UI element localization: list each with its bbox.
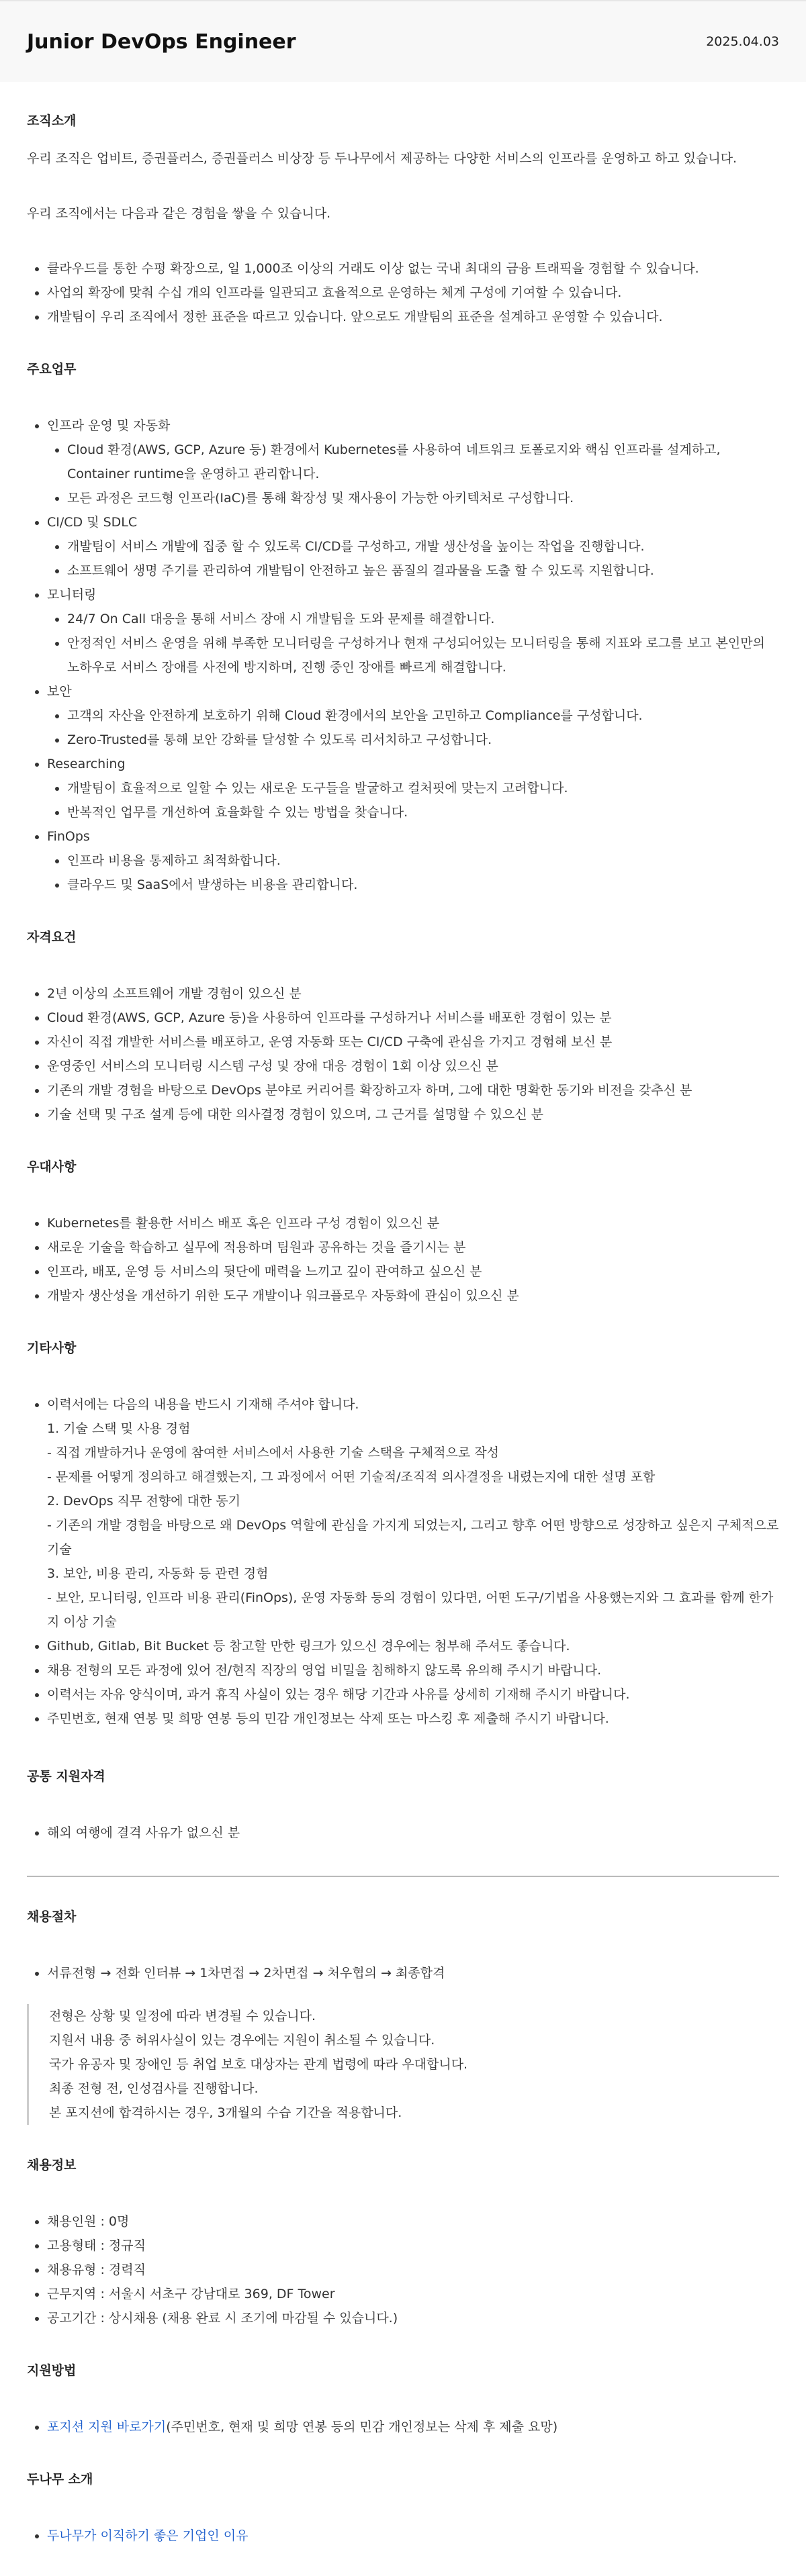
section-title-duties: 주요업무: [27, 362, 77, 377]
section-title-qualifications: 자격요건: [27, 930, 77, 945]
section-title-info: 채용정보: [27, 2158, 77, 2173]
list-item: [47, 1392, 779, 1634]
duty-group-label: 모니터링: [47, 587, 97, 602]
note-line: 지원서 내용 중 허위사실이 있는 경우에는 지원이 취소될 수 있습니다.: [49, 2033, 435, 2048]
list-item: • Cloud 환경(AWS, GCP, Azure 등)을 사용하여 인프라를 구성하거나 서비스를 배포한 경험이 있는 분: [47, 1006, 779, 1030]
preferred-list: [27, 1211, 779, 1308]
list-item: • Zero-Trusted를 통해 보안 강화를 달성할 수 있도록 리서치하고 구성합니다.: [67, 728, 779, 752]
resume-line: - 기존의 개발 경험을 바탕으로 왜 DevOps 역할에 관심을 가지게 되었는지, 그리고 향후 어떤 방향으로 성장하고 싶은지 구체적으로 기술: [47, 1518, 779, 1557]
list-item: [47, 2415, 779, 2439]
about-link[interactable]: 두나무가 이직하기 좋은 기업인 이유: [47, 2528, 249, 2543]
list-item: • 개발자 생산성을 개선하기 위한 도구 개발이나 워크플로우 자동화에 관심이 있으신 분: [47, 1284, 779, 1308]
list-item: [47, 2524, 779, 2548]
list-item: • 반복적인 업무를 개선하여 효율화할 수 있는 방법을 찾습니다.: [67, 800, 779, 824]
org-list: [27, 256, 779, 329]
page-title: Junior DevOps Engineer: [27, 30, 296, 54]
resume-line: 2. DevOps 직무 전향에 대한 동기: [47, 1494, 240, 1509]
list-item: • 기존의 개발 경험을 바탕으로 DevOps 분야로 커리어를 확장하고자 하며, 그에 대한 명확한 동기와 비전을 갖추신 분: [47, 1078, 779, 1102]
duty-group-label: FinOps: [47, 829, 90, 844]
list-item: • 새로운 기술을 학습하고 실무에 적용하며 팀원과 공유하는 것을 즐기시는 분: [47, 1235, 779, 1259]
duty-group: [47, 824, 779, 897]
etc-list: [27, 1392, 779, 1731]
duty-group-label: CI/CD 및 SDLC: [47, 515, 138, 530]
note-line: 전형은 상황 및 일정에 따라 변경될 수 있습니다.: [49, 2009, 316, 2023]
resume-line: 3. 보안, 비용 관리, 자동화 등 관련 경험: [47, 1566, 269, 1581]
section-title-org: 조직소개: [27, 113, 77, 128]
section-title-etc: 기타사항: [27, 1341, 77, 1355]
list-item: • 인프라, 배포, 운영 등 서비스의 뒷단에 매력을 느끼고 깊이 관여하고 싶으신 분: [47, 1259, 779, 1284]
list-item: • 고객의 자산을 안전하게 보호하기 위해 Cloud 환경에서의 보안을 고민하고 Compliance를 구성합니다.: [67, 704, 779, 728]
note-line: 본 포지션에 합격하시는 경우, 3개월의 수습 기간을 적용합니다.: [49, 2105, 402, 2120]
section-title-apply: 지원방법: [27, 2363, 77, 2378]
info-list: [27, 2209, 779, 2330]
qualifications-list: [27, 982, 779, 1127]
note-line: 최종 전형 전, 인성검사를 진행합니다.: [49, 2081, 259, 2096]
apply-note: (주민번호, 현재 및 희망 연봉 등의 민감 개인정보는 삭제 후 제출 요망): [166, 2420, 558, 2434]
resume-line: - 보안, 모니터링, 인프라 비용 관리(FinOps), 운영 자동화 등의 경험이 있다면, 어떤 도구/기법을 사용했는지와 그 효과를 함께 한가지 이상 기술: [47, 1590, 774, 1629]
post-date: 2025.04.03: [706, 34, 779, 49]
list-item: • 고용형태 : 정규직: [47, 2234, 779, 2258]
section-title-process: 채용절차: [27, 1909, 77, 1924]
job-content: [0, 109, 806, 2548]
list-item: • 이력서는 자유 양식이며, 과거 휴직 사실이 있는 경우 해당 기간과 사유를 상세히 기재해 주시기 바랍니다.: [47, 1682, 779, 1707]
list-item: • 사업의 확장에 맞춰 수십 개의 인프라를 일관되고 효율적으로 운영하는 체계 구성에 기여할 수 있습니다.: [47, 281, 779, 305]
list-item: • 채용유형 : 경력직: [47, 2258, 779, 2282]
duty-group-label: 보안: [47, 684, 72, 699]
resume-line: 1. 기술 스택 및 사용 경험: [47, 1421, 191, 1436]
org-intro: 우리 조직은 업비트, 증권플러스, 증권플러스 비상장 등 두나무에서 제공하는 다양한 서비스의 인프라를 운영하고 하고 있습니다.: [27, 151, 737, 166]
list-item: • 클라우드를 통한 수평 확장으로, 일 1,000조 이상의 거래도 이상 없는 국내 최대의 금융 트래픽을 경험할 수 있습니다.: [47, 256, 779, 281]
duty-group-label: Researching: [47, 757, 126, 771]
list-item: • 소프트웨어 생명 주기를 관리하여 개발팀이 안전하고 높은 품질의 결과물을 도출 할 수 있도록 지원합니다.: [67, 559, 779, 583]
list-item: • 개발팀이 우리 조직에서 정한 표준을 따르고 있습니다. 앞으로도 개발팀의 표준을 설계하고 운영할 수 있습니다.: [47, 305, 779, 329]
list-item: • 클라우드 및 SaaS에서 발생하는 비용을 관리합니다.: [67, 873, 779, 897]
list-item: • 운영중인 서비스의 모니터링 시스템 구성 및 장애 대응 경험이 1회 이상 있으신 분: [47, 1054, 779, 1078]
resume-line: - 문제를 어떻게 정의하고 해결했는지, 그 과정에서 어떤 기술적/조직적 의사결정을 내렸는지에 대한 설명 포함: [47, 1470, 656, 1484]
common-list: [27, 1821, 779, 1845]
apply-link[interactable]: 포지션 지원 바로가기: [47, 2420, 167, 2434]
duty-group: [47, 583, 779, 679]
process-steps: • 서류전형 → 전화 인터뷰 → 1차면접 → 2차면접 → 처우협의 → 최종합격: [47, 1961, 779, 1985]
about-list: [27, 2524, 779, 2548]
list-item: • 개발팀이 효율적으로 일할 수 있는 새로운 도구들을 발굴하고 컬처핏에 맞는지 고려합니다.: [67, 776, 779, 800]
resume-head: • 이력서에는 다음의 내용을 반드시 기재해 주셔야 합니다.: [47, 1397, 359, 1412]
list-item: • 공고기간 : 상시채용 (채용 완료 시 조기에 마감될 수 있습니다.): [47, 2306, 779, 2330]
duty-group: [47, 679, 779, 752]
list-item: • Github, Gitlab, Bit Bucket 등 참고할 만한 링크가 있으신 경우에는 첨부해 주셔도 좋습니다.: [47, 1634, 779, 1658]
list-item: • 개발팀이 서비스 개발에 집중 할 수 있도록 CI/CD를 구성하고, 개발 생산성을 높이는 작업을 진행합니다.: [67, 534, 779, 559]
duty-group: [47, 414, 779, 510]
resume-line: - 직접 개발하거나 운영에 참여한 서비스에서 사용한 기술 스택을 구체적으로 작성: [47, 1445, 499, 1460]
list-item: • 기술 선택 및 구조 설계 등에 대한 의사결정 경험이 있으며, 그 근거를 설명할 수 있으신 분: [47, 1102, 779, 1127]
list-item: • 근무지역 : 서울시 서초구 강남대로 369, DF Tower: [47, 2282, 779, 2306]
list-item: • 자신이 직접 개발한 서비스를 배포하고, 운영 자동화 또는 CI/CD 구축에 관심을 가지고 경험해 보신 분: [47, 1030, 779, 1054]
duty-group: [47, 510, 779, 583]
note-line: 국가 유공자 및 장애인 등 취업 보호 대상자는 관계 법령에 따라 우대합니다.: [49, 2057, 468, 2072]
list-item: • 모든 과정은 코드형 인프라(IaC)를 통해 확장성 및 재사용이 가능한 아키텍처로 구성합니다.: [67, 486, 779, 510]
list-item: • 채용인원 : 0명: [47, 2209, 779, 2234]
duties-list: [27, 414, 779, 897]
duty-group-label: 인프라 운영 및 자동화: [47, 418, 171, 433]
list-item: • 주민번호, 현재 연봉 및 희망 연봉 등의 민감 개인정보는 삭제 또는 마스킹 후 제출해 주시기 바랍니다.: [47, 1707, 779, 1731]
list-item: • Kubernetes를 활용한 서비스 배포 혹은 인프라 구성 경험이 있으신 분: [47, 1211, 779, 1235]
apply-list: [27, 2415, 779, 2439]
section-title-about: 두나무 소개: [27, 2472, 93, 2487]
process-notes: [27, 2004, 779, 2125]
list-item: • 인프라 비용을 통제하고 최적화합니다.: [67, 849, 779, 873]
page-header: [0, 0, 806, 82]
list-item: • 24/7 On Call 대응을 통해 서비스 장애 시 개발팀을 도와 문제를 해결합니다.: [67, 607, 779, 631]
list-item: • Cloud 환경(AWS, GCP, Azure 등) 환경에서 Kubernetes를 사용하여 네트워크 토폴로지와 핵심 인프라를 설계하고, Container runtime을 운영하고 관리합니다.: [67, 438, 779, 486]
list-item: • 안정적인 서비스 운영을 위해 부족한 모니터링을 구성하거나 현재 구성되어있는 모니터링을 통해 지표와 로그를 보고 본인만의 노하우로 서비스 장애를 사전에 방지하며, 진행 중인 장애를 빠르게 해결합니다.: [67, 631, 779, 679]
process-list: [27, 1961, 779, 1985]
section-title-common: 공통 지원자격: [27, 1769, 105, 1784]
list-item: • 해외 여행에 결격 사유가 없으신 분: [47, 1821, 779, 1845]
duty-group: [47, 752, 779, 824]
list-item: • 채용 전형의 모든 과정에 있어 전/현직 직장의 영업 비밀을 침해하지 않도록 유의해 주시기 바랍니다.: [47, 1658, 779, 1682]
list-item: • 2년 이상의 소프트웨어 개발 경험이 있으신 분: [47, 982, 779, 1006]
section-title-preferred: 우대사항: [27, 1159, 77, 1174]
org-exp-intro: 우리 조직에서는 다음과 같은 경험을 쌓을 수 있습니다.: [27, 206, 331, 221]
